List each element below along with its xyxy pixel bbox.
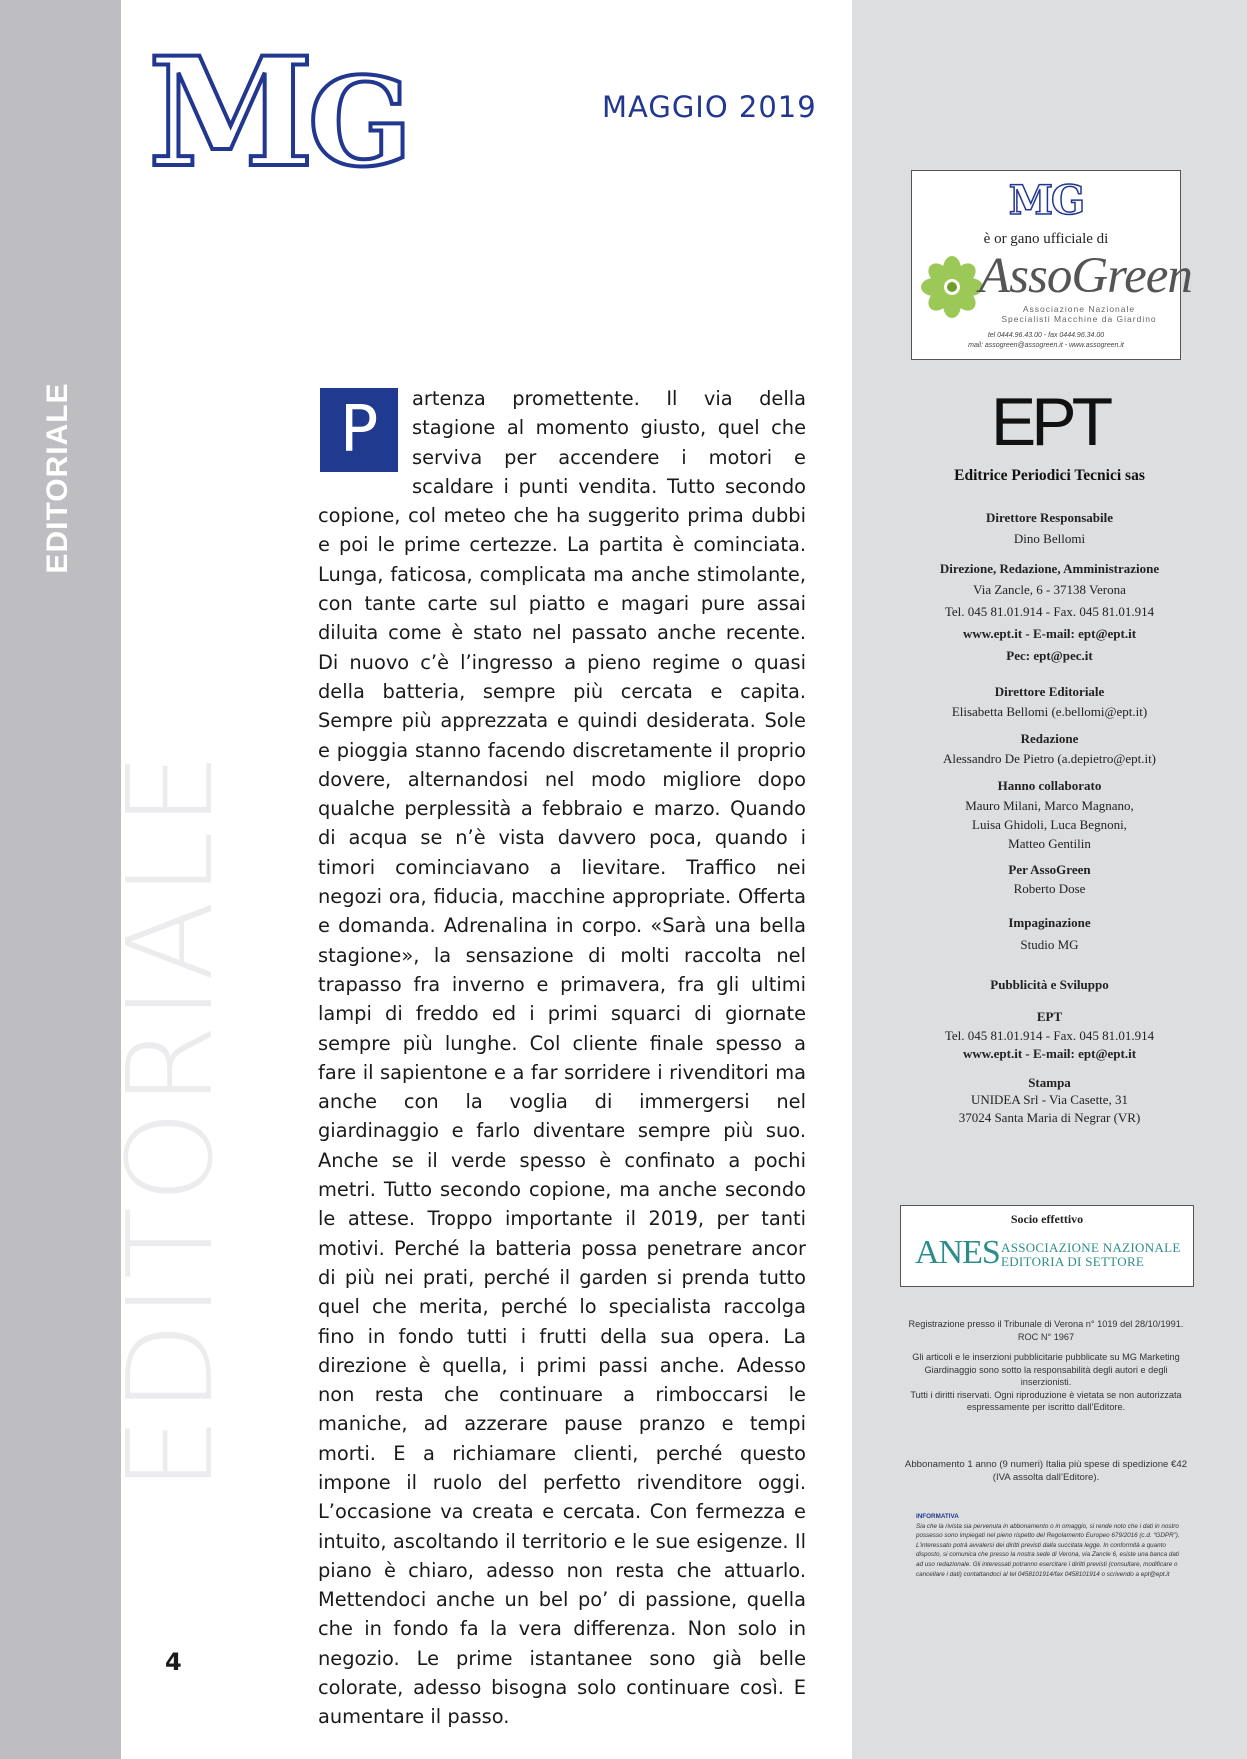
office-heading: Direzione, Redazione, Amministrazione [939,561,1160,576]
privacy-text: Sia che la rivista sia pervenuta in abbonamento o in omaggio, si rende noto che i dati in nostro possesso sono impiegati nel pieno rispetto del Regolamento Europeo 679/2016 (c.d. “GDPR”). L’interessato potrà avvalersi dei diritti previsti dalla succitata legge. In conformità a quanto disposto, si comunica che presso la nostra sede di Verona, via Zancle 6, esiste una banca dati ad uso redazionale. Gli interessati potranno esercitare i diritti previsti (consultare, modificare o cancellare i dati) contattandoci al tel 0458101914/fax 0458101914 o scrivendo a ept@ept.it [916,1522,1180,1578]
editorial-director-heading: Direttore Editoriale [994,684,1105,699]
collaborators-line: Matteo Gentilin [1008,836,1091,851]
anes-subtitle [1001,1241,1181,1269]
privacy-notice [916,1512,1184,1579]
page-number: 4 [165,1648,182,1676]
assogreen-box [911,170,1192,360]
assogreen-subtitle-line: Specialisti Macchine da Giardino [1001,314,1157,324]
ads-heading: Pubblicità e Sviluppo [990,977,1109,992]
ept-logo: EPT [990,384,1109,460]
drop-cap: P [320,388,398,472]
redazione-name: Alessandro De Pietro (a.depietro@ept.it) [942,751,1157,766]
logo-letter-g: G [308,50,407,194]
assogreen-contact-line: mail: assogreen@assogreen.it - www.assogreen.it [968,342,1124,349]
assogreen-flower-icon [920,255,984,319]
assogreen-contact-line: tel 0444.96.43.00 - fax 0444.96.34.00 [987,332,1105,339]
office-web: www.ept.it - E-mail: ept@ept.it [962,626,1137,641]
anes-subtitle-line: EDITORIA DI SETTORE [1001,1254,1145,1269]
mini-mg-logo: MG [1008,177,1084,224]
collaborators-line: Luisa Ghidoli, Luca Begnoni, [972,817,1127,832]
logo-letter-m: M [148,25,309,201]
article-body: artenza promettente. Il via della stagione al momento giusto, quel che serviva per accendere i motori e scaldare i punti vendita. Tutto secondo copione, col meteo che ha suggerito prima dubbi e poi le prime certezze. La partita è cominciata. Lunga, faticosa, complicata ma anche stimolante, con tante carte sul piatto e magari pure assai diluita come è stato nel passato anche recente. Di nuovo c’è l’ingresso a pieno regime o quasi della batteria, sempre più cercata e capita. Sempre più apprezzata e quindi desiderata. Sole e pioggia stanno facendo discretamente il proprio dovere, alternandosi nel modo migliore dopo qualche perplessità a febbraio e marzo. Quando di acqua se n’è vista davvero poca, quando i timori cominciavano a lievitare. Traffico nei negozi ora, fiducia, macchine appropriate. Offerta e domanda. Adrenalina in corpo. «Sarà una bella stagione», la sensazione di molti raccolta nel trapasso fra inverno e primavera, fra gli ultimi lampi di freddo ed i primi squarci di giornate sempre più lunghe. Col cliente finale spesso a fare il sapientone e a far sorridere i rivenditori ma anche con la voglia di immergersi nel giardinaggio e farlo diventare sempre più suo. Anche se il verde spesso è confinato a pochi metri. Tutto secondo copione, ma anche secondo le attese. Troppo importante il 2019, per tanti motivi. Perché la batteria possa penetrare ancor di più nei prati, perché il garden si prenda tutto quel che merita, perché lo specialista raccolga fino in fondo tutti i frutti della sua opera. La direzione è quella, i primi passi anche. Adesso non resta che continuare a rimboccarsi le maniche, ad azzerare pause pranzo e tempi morti. E a richiamare clienti, perché questo impone il ruolo del perfetto rivenditore oggi. L’occasione va creata e cercata. Con fermezza e intuito, ascoltando il territorio e le sue esigenze. Il piano è chiaro, adesso non resta che attuarlo. Mettendoci anche un bel po’ di passione, quella che in fondo fa la vera differenza. Non solo in negozio. Le prime istantanee sono già belle colorate, adesso bisogna solo continuare così. E aumentare il passo. [318,387,806,1729]
ept-company-name: Editrice Periodici Tecnici sas [954,467,1145,484]
print-line: UNIDEA Srl - Via Casette, 31 [970,1092,1129,1107]
issue-date: MAGGIO 2019 [602,90,817,124]
print-line: 37024 Santa Maria di Negrar (VR) [958,1110,1141,1125]
masthead-credits [852,510,1247,1126]
assogreen-rep-heading: Per AssoGreen [1008,862,1091,877]
office-pec: Pec: ept@pec.it [1006,648,1093,663]
print-heading: Stampa [1028,1075,1071,1090]
director-heading: Direttore Responsabile [986,510,1113,525]
anes-logo: ANES [915,1234,1000,1271]
legal-notice [900,1318,1192,1414]
section-label: EDITORIALE [41,382,74,574]
redazione-heading: Redazione [1020,731,1079,746]
ads-company: EPT [1036,1009,1063,1024]
responsibility-text: Gli articoli e le inserzioni pubblicitarie pubblicate su MG Marketing Giardinaggio sono sotto la responsabilità degli autori e degli inserzionisti. [912,1352,1180,1387]
rights-text: Tutti i diritti riservati. Ogni riproduzione è vietata se non autorizzata espressamente per iscritto dall’Editore. [910,1389,1182,1412]
assogreen-name: AssoGreen [979,248,1192,304]
assogreen-rep-name: Roberto Dose [1013,881,1086,896]
assogreen-contact [912,331,1180,351]
office-phone: Tel. 045 81.01.914 - Fax. 045 81.01.914 [944,604,1155,619]
section-watermark: EDITORIALE [101,748,239,1492]
assogreen-subtitle-line: Associazione Nazionale [1022,304,1136,314]
editorial-article [318,384,806,1732]
magazine-logo [148,25,407,201]
anes-box [900,1205,1194,1287]
assogreen-subtitle [984,304,1174,324]
anes-member-label: Socio effettivo [1010,1212,1084,1226]
director-name: Dino Bellomi [1013,531,1086,546]
official-organ-text: è or gano ufficiale di [983,231,1109,247]
ads-phone: Tel. 045 81.01.914 - Fax. 045 81.01.914 [944,1028,1155,1043]
layout-name: Studio MG [1020,937,1079,952]
office-address: Via Zancle, 6 - 37138 Verona [973,582,1126,597]
editorial-director-name: Elisabetta Bellomi (e.bellomi@ept.it) [951,704,1148,719]
collaborators-heading: Hanno collaborato [997,778,1102,793]
collaborators-line: Mauro Milani, Marco Magnano, [965,798,1134,813]
subscription-text: Abbonamento 1 anno (9 numeri) Italia più spese di spedizione €42 (IVA assolta dall’Editore). [904,1459,1188,1483]
layout-heading: Impaginazione [1008,915,1091,930]
anes-subtitle-line: ASSOCIAZIONE NAZIONALE [1001,1240,1181,1255]
registration-text: Registrazione presso il Tribunale di Verona n° 1019 del 28/10/1991. ROC N° 1967 [908,1319,1184,1342]
ads-web: www.ept.it - E-mail: ept@ept.it [962,1046,1137,1061]
privacy-title: INFORMATIVA [916,1513,959,1520]
